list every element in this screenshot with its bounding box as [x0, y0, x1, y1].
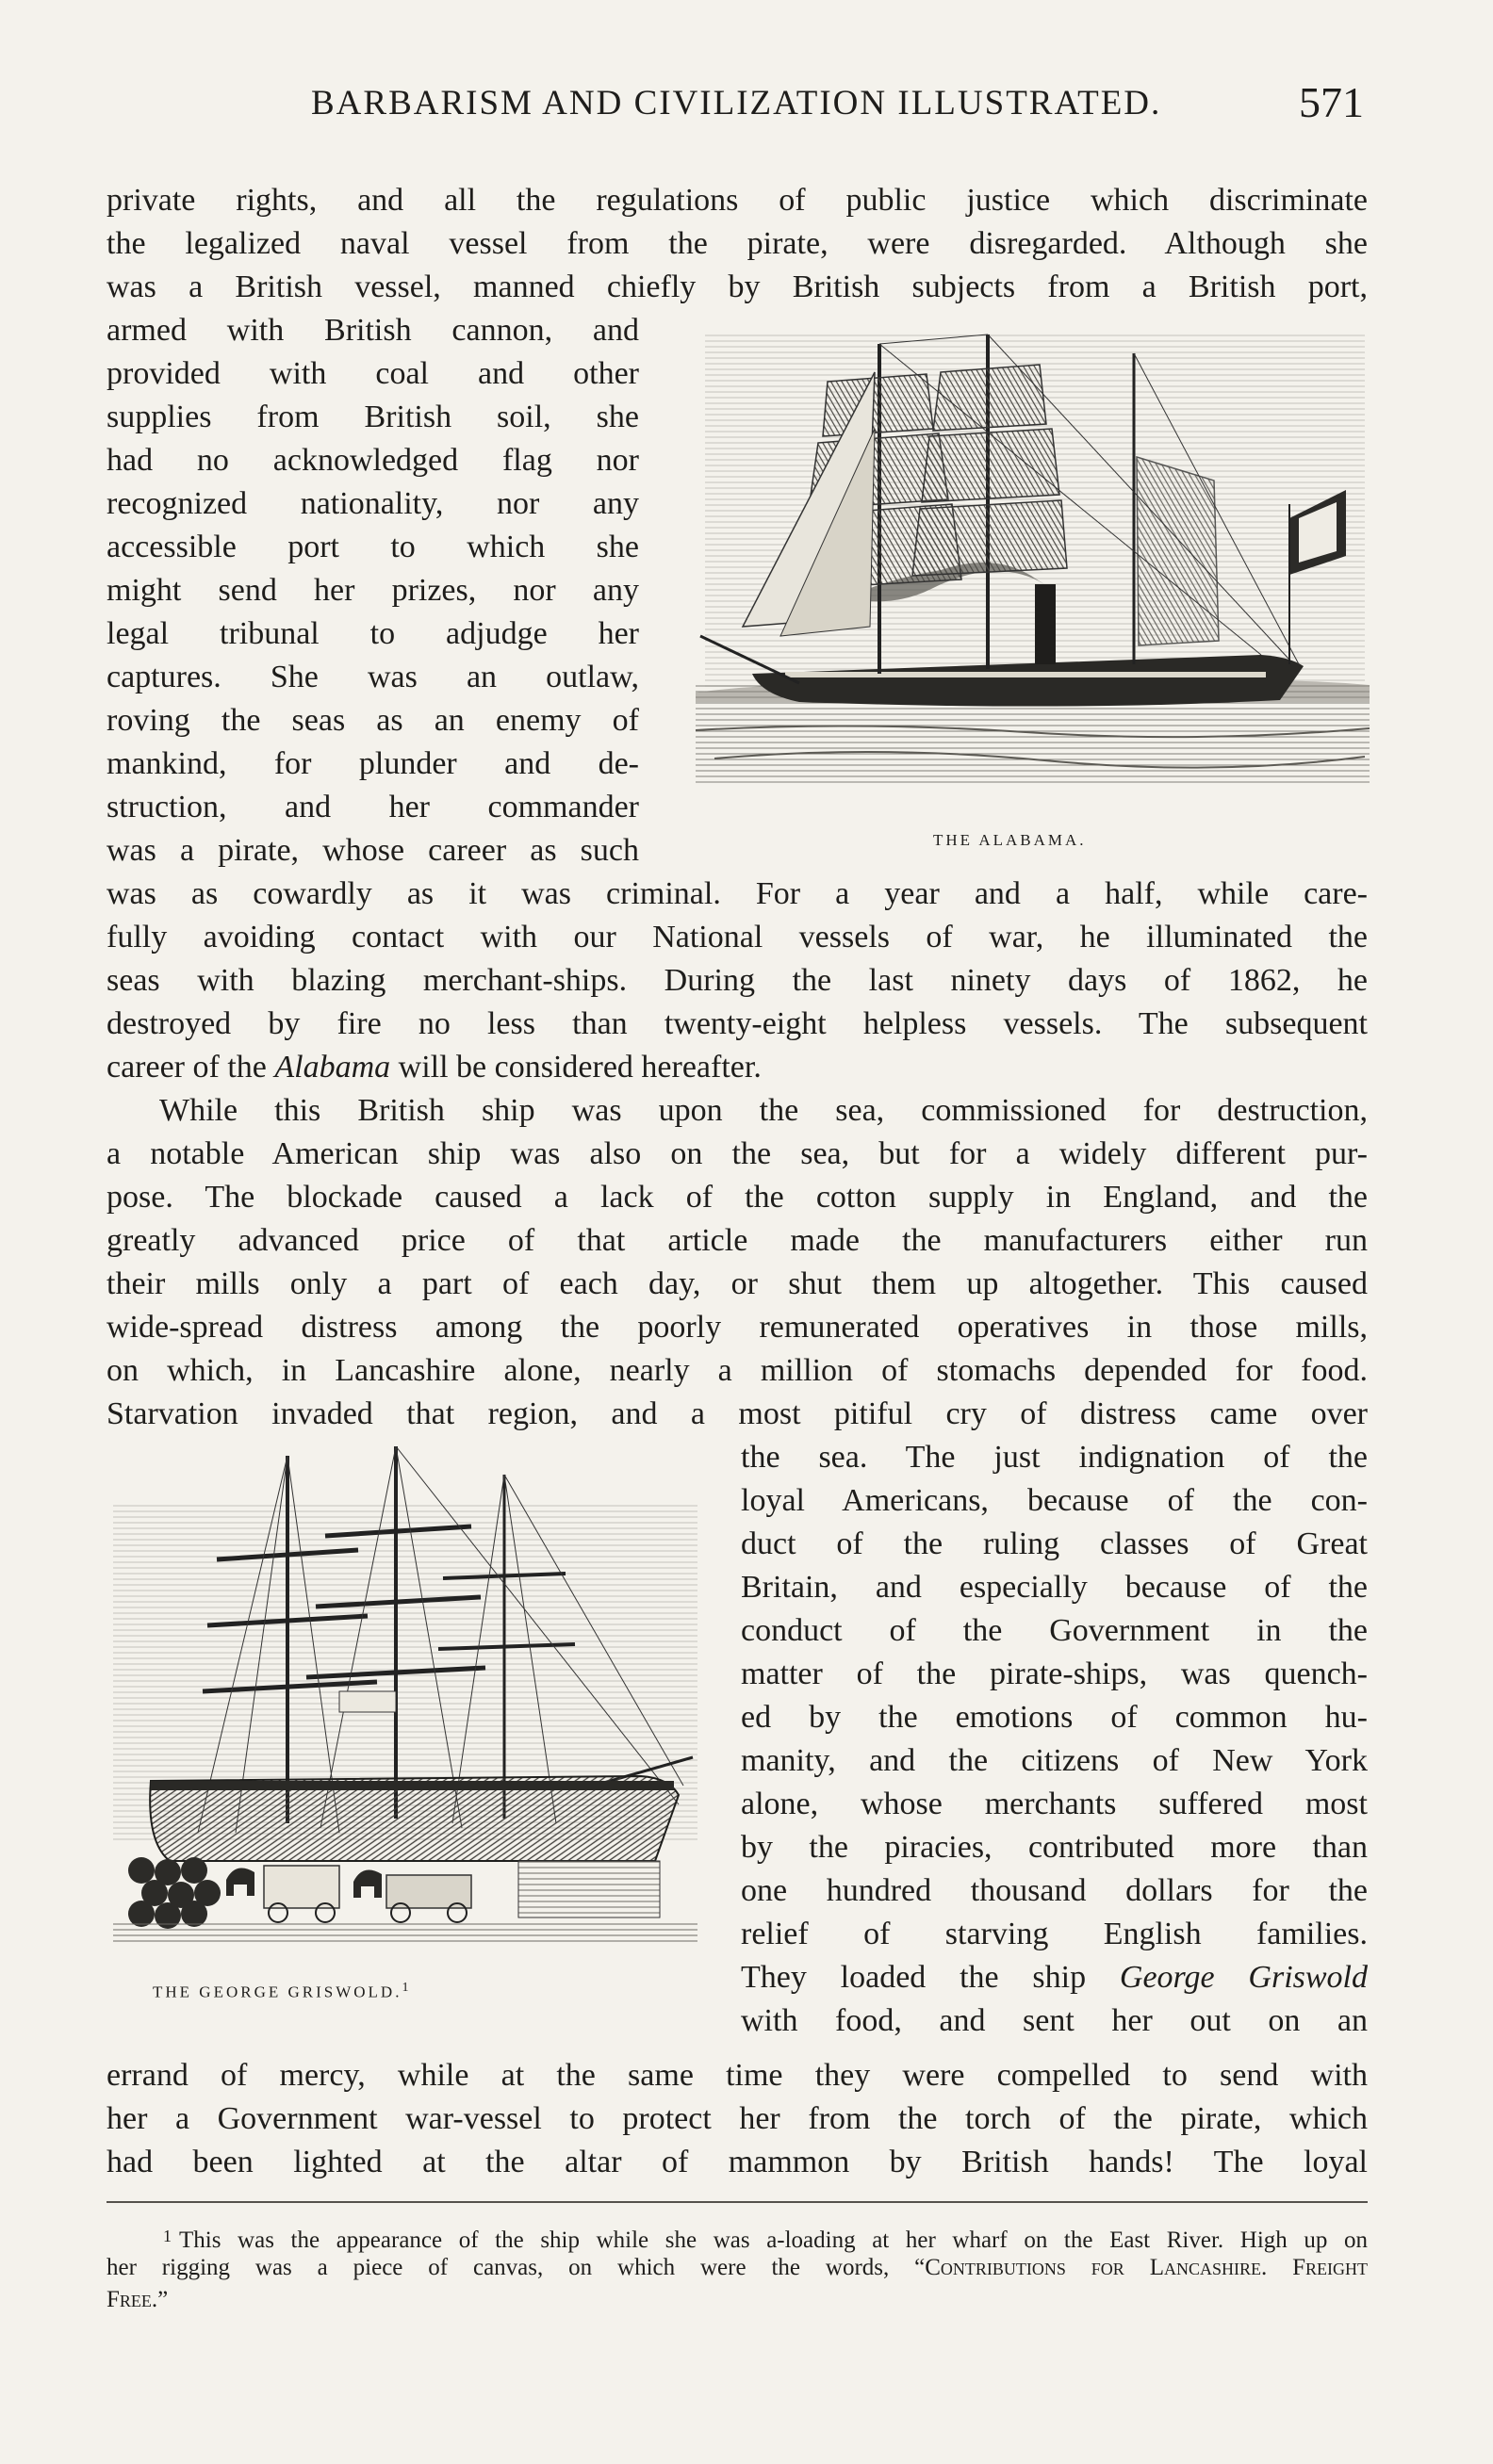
footnote-line [107, 2252, 1368, 2284]
text-line: errand of mercy, while at the same time they were compelled to send with [107, 2058, 1368, 2093]
footnote-text: .” [151, 2287, 169, 2312]
text-line: mankind, for plunder and de- [107, 746, 639, 781]
running-head [0, 78, 1493, 139]
text-run: will be considered hereafter. [390, 1050, 762, 1085]
text-line: Britain, and especially because of the [741, 1570, 1368, 1605]
text-line: destroyed by fire no less than twenty-eight helpless vessels. The subsequent [107, 1006, 1368, 1041]
text-line: one hundred thousand dollars for the [741, 1873, 1368, 1908]
footnote-line [107, 2220, 1368, 2252]
ship-name-alabama: Alabama [274, 1050, 391, 1085]
george-griswold-engraving [113, 1446, 697, 1950]
text-line: her a Government war-vessel to protect her from the torch of the pirate, which [107, 2101, 1368, 2136]
text-line: matter of the pirate-ships, was quench- [741, 1656, 1368, 1691]
text-line: the sea. The just indignation of the [741, 1440, 1368, 1475]
text-line: was as cowardly as it was criminal. For a year and a half, while care- [107, 876, 1368, 911]
text-line: on which, in Lancashire alone, nearly a million of stomachs depended for food. [107, 1353, 1368, 1388]
text-line: accessible port to which she [107, 530, 639, 564]
text-line: seas with blazing merchant-ships. During the last ninety days of 1862, he [107, 963, 1368, 998]
text-line: a notable American ship was also on the sea, but for a widely different pur- [107, 1136, 1368, 1171]
text-line: their mills only a part of each day, or shut them up altogether. This caused [107, 1266, 1368, 1301]
text-line: was a pirate, whose career as such [107, 833, 639, 868]
text-line: by the piracies, contributed more than [741, 1830, 1368, 1865]
footnote-text: her rigging was a piece of canvas, on which were the words, “ [107, 2255, 926, 2280]
text-line: had been lighted at the altar of mammon by British hands! The loyal [107, 2145, 1368, 2179]
alabama-engraving [686, 316, 1374, 801]
text-line: fully avoiding contact with our National vessels of war, he illuminated the [107, 920, 1368, 955]
text-line: legal tribunal to adjudge her [107, 616, 639, 651]
text-line: armed with British cannon, and [107, 313, 639, 348]
text-line: While this British ship was upon the sea, commissioned for destruction, [159, 1093, 1368, 1128]
text-line [741, 1956, 1368, 1999]
text-line: had no acknowledged flag nor [107, 443, 639, 478]
figure-caption-alabama: THE ALABAMA. [933, 831, 1087, 849]
footnote-rule [107, 2201, 1368, 2203]
text-line: manity, and the citizens of New York [741, 1743, 1368, 1778]
steamship-engraving-icon [686, 316, 1374, 801]
text-line: provided with coal and other [107, 356, 639, 391]
text-line: alone, whose merchants suffered most [741, 1787, 1368, 1821]
text-line: supplies from British soil, she [107, 400, 639, 434]
text-line: roving the seas as an enemy of [107, 703, 639, 738]
footnote-reference: 1 [402, 1981, 409, 1995]
text-line: relief of starving English families. [741, 1917, 1368, 1951]
text-line: with food, and sent her out on an [741, 2003, 1368, 2038]
text-line: struction, and her commander [107, 790, 639, 824]
footnote-quote: Contributions for Lancashire. Freight [925, 2255, 1368, 2280]
text-line: ed by the emotions of common hu- [741, 1700, 1368, 1735]
ship-name-george-griswold: George Griswold [1119, 1960, 1368, 1995]
text-line: private rights, and all the regulations of public justice which discriminate [107, 183, 1368, 218]
footnote-mark: 1 [163, 2227, 172, 2245]
text-run: They loaded the ship [741, 1960, 1120, 1995]
text-line: loyal Americans, because of the con- [741, 1483, 1368, 1518]
text-line: greatly advanced price of that article made the manufacturers either run [107, 1223, 1368, 1258]
text-line: duct of the ruling classes of Great [741, 1526, 1368, 1561]
footnote-quote: Free [107, 2287, 152, 2312]
figure-caption-george-griswold [153, 1981, 408, 2002]
caption-text: THE GEORGE GRISWOLD. [153, 1983, 402, 2001]
text-line: was a British vessel, manned chiefly by British subjects from a British port, [107, 269, 1368, 304]
text-line: pose. The blockade caused a lack of the cotton supply in England, and the [107, 1180, 1368, 1215]
text-line: conduct of the Government in the [741, 1613, 1368, 1648]
text-run: career of the [107, 1050, 275, 1085]
text-line: captures. She was an outlaw, [107, 660, 639, 694]
text-line: might send her prizes, nor any [107, 573, 639, 608]
footnote-text: This was the appearance of the ship while she was a-loading at her wharf on the East River. High up on [179, 2227, 1368, 2253]
footnote-line [107, 2284, 1368, 2316]
text-line: recognized nationality, nor any [107, 486, 639, 521]
text-line: Starvation invaded that region, and a most pitiful cry of distress came over [107, 1396, 1368, 1431]
sailing-ship-at-wharf-engraving-icon [113, 1446, 697, 1950]
running-title: BARBARISM AND CIVILIZATION ILLUSTRATED. [311, 84, 1162, 122]
page-number: 571 [1299, 78, 1364, 126]
text-line: wide-spread distress among the poorly remunerated operatives in those mills, [107, 1310, 1368, 1345]
text-line: the legalized naval vessel from the pirate, were disregarded. Although she [107, 226, 1368, 261]
text-line [107, 1046, 1368, 1089]
